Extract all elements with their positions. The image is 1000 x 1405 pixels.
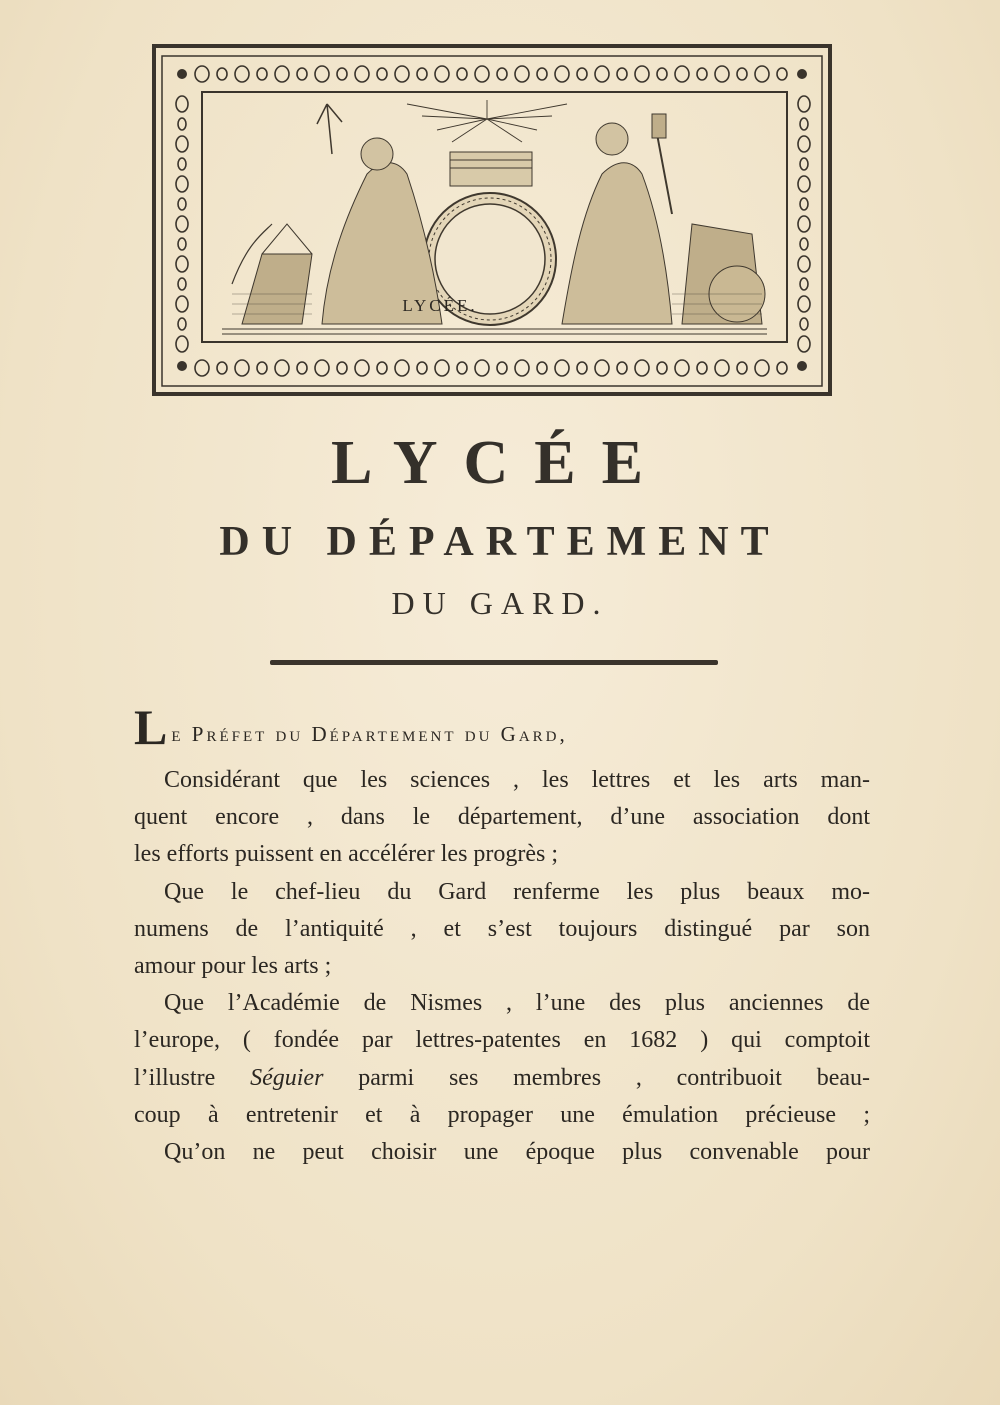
paragraph-line: Considérant que les sciences , les lettres et les arts man- bbox=[164, 767, 870, 793]
title-gard: DU GARD. bbox=[391, 585, 609, 621]
title-lycee: LYCÉE bbox=[331, 429, 669, 497]
body-text bbox=[134, 762, 870, 1171]
paragraph-line: Que l’Académie de Nismes , l’une des plus anciennes de bbox=[164, 990, 870, 1017]
paragraph-line: les efforts puissent en accélérer les progrès ; bbox=[134, 841, 559, 868]
paragraph-line: numens de l’antiquité , et s’est toujours distingué par son bbox=[134, 915, 870, 942]
title-departement: DU DÉPARTEMENT bbox=[219, 519, 781, 565]
paragraph-line: l’europe, ( fondée par lettres-patentes en 1682 ) qui comptoit bbox=[134, 1027, 870, 1054]
paragraph-line-mixed bbox=[134, 1060, 870, 1097]
paragraph-line: Que le chef-lieu du Gard renferme les plus beaux mo- bbox=[164, 878, 870, 905]
paragraph-line: quent encore , dans le département, d’une association dont bbox=[134, 804, 870, 831]
engraving-illustration bbox=[152, 44, 832, 396]
text-fragment: l’illustre bbox=[134, 1064, 216, 1091]
header-vignette bbox=[152, 44, 832, 396]
text-fragment: parmi ses membres , contribuoit beau- bbox=[358, 1064, 870, 1091]
paragraph-line: amour pour les arts ; bbox=[134, 953, 332, 980]
opening-line bbox=[134, 699, 874, 755]
italic-name: Séguier bbox=[250, 1064, 324, 1091]
section-rule bbox=[270, 660, 718, 665]
paragraph-line: Qu’on ne peut choisir une époque plus convenable pour bbox=[164, 1139, 870, 1166]
medallion-caption: LYCÉE. bbox=[402, 296, 478, 315]
opening-text: e Préfet du Département du Gard, bbox=[171, 722, 568, 746]
paragraph-line: coup à entretenir et à propager une émulation précieuse ; bbox=[134, 1101, 870, 1128]
drop-cap: L bbox=[134, 699, 168, 755]
